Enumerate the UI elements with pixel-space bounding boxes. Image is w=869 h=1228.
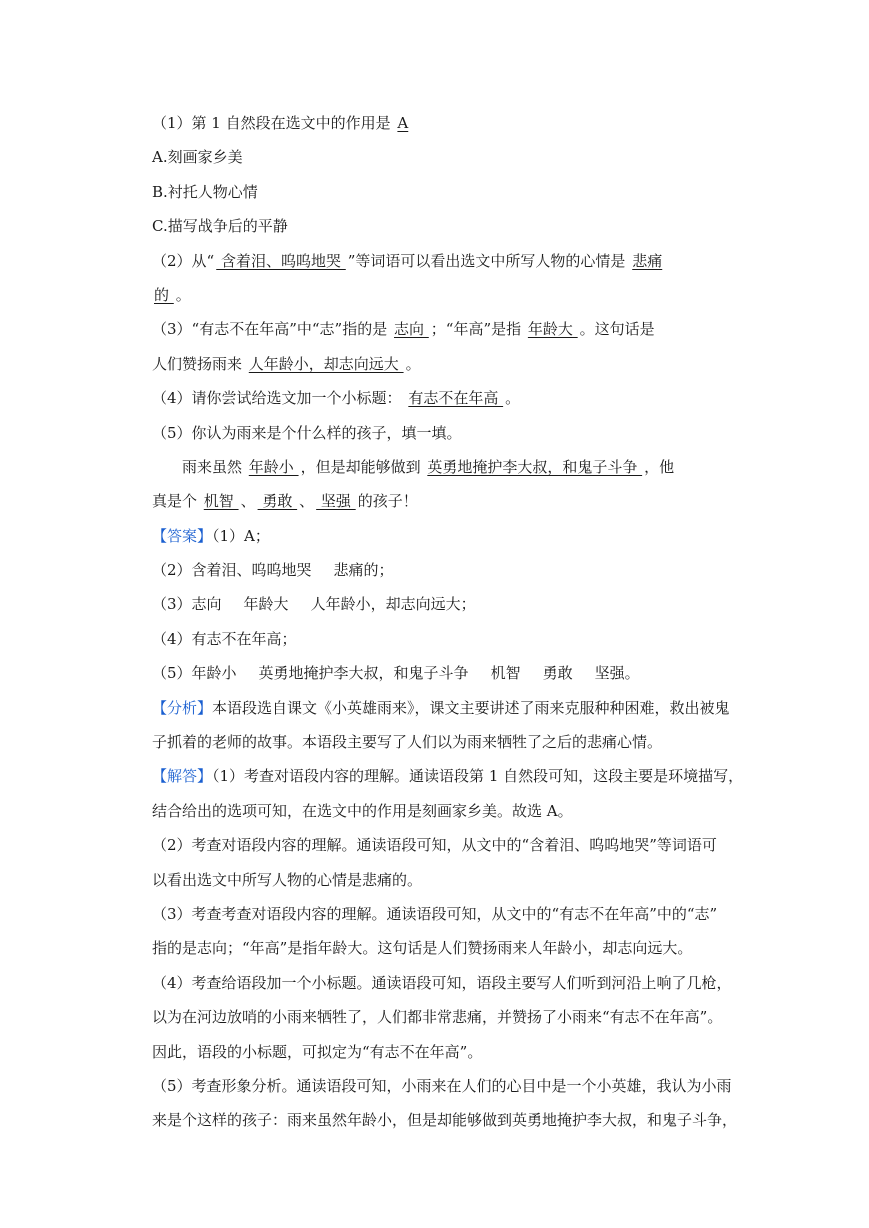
q5-sep-1: 、: [240, 492, 256, 511]
q3-blank-2: 年龄大: [527, 320, 578, 339]
solution-line: 结合给出的选项可知，在选文中的作用是刻画家乡美。故选 A。: [152, 801, 573, 820]
solution-line: （2）考查对语段内容的理解。通读语段可知，从文中的“含着泪、呜呜地哭”等词语可: [152, 836, 717, 855]
q4-line: [152, 381, 737, 415]
solution-line: （3）考查考查对语段内容的理解。通读语段可知，从文中的“有志不在年高”中的“志”: [152, 904, 718, 923]
solution-line: 以为在河边放哨的小雨来牺牲了，人们都非常悲痛，并赞扬了小雨来“有志不在年高”。: [152, 1008, 723, 1027]
q1-line: [152, 106, 737, 140]
q1-blank: A: [397, 114, 409, 132]
answer-item: 年龄大: [243, 595, 289, 614]
answer-item: 人年龄小，却志向远大；: [310, 595, 476, 614]
solution-line: （5）考查形象分析。通读语段可知，小雨来在人们的心目中是一个小英雄，我认为小雨: [152, 1076, 732, 1095]
q5-blank-3: 机智: [203, 492, 239, 511]
q5-text-a: 雨来虽然: [182, 457, 247, 476]
q3-blank-1: 志向: [394, 320, 429, 339]
analysis-line-1: [152, 691, 737, 725]
q5-title: （5）你认为雨来是个什么样的孩子，填一填。: [152, 423, 462, 442]
answer-item: 悲痛的；: [333, 561, 394, 580]
q5-blank-1: 年龄小: [248, 457, 299, 476]
solution-line: 因此，语段的小标题，可拟定为“有志不在年高”。: [152, 1042, 483, 1061]
q1-text: （1）第 1 自然段在选文中的作用是: [152, 114, 396, 132]
q3-text-a: （3）“有志不在年高”中“志”指的是: [152, 320, 392, 339]
answer-item: （5）年龄小: [152, 664, 237, 683]
q5-sep-2: 、: [299, 492, 315, 511]
solution-line: 指的是志向；“年高”是指年龄大。这句话是人们赞扬雨来人年龄小，却志向远大。: [152, 939, 693, 958]
q5-text-b: ，但是却能够做到: [300, 457, 426, 476]
answer-item: 机智: [490, 664, 521, 683]
q5-blank-2: 英勇地掩护李大叔，和鬼子斗争: [427, 457, 643, 476]
q5-blank-4: 勇敢: [257, 492, 298, 511]
q4-blank: 有志不在年高: [408, 389, 504, 408]
answer-item: （1）A；: [212, 526, 270, 545]
analysis-text: 本语段选自课文《小英雄雨来》，课文主要讲述了雨来克服种种困难，救出被鬼: [212, 698, 730, 717]
answer-line-3: [152, 587, 737, 621]
solution-line: 来是个这样的孩子：雨来虽然年龄小，但是却能够做到英勇地掩护李大叔，和鬼子斗争，: [152, 1111, 738, 1130]
solution-text: （1）考查对语段内容的理解。通读语段第 1 自然段可知，这段主要是环境描写，: [212, 767, 744, 786]
q2-blank-2-cont: 的: [154, 285, 174, 304]
q3-line-1: [152, 312, 737, 346]
q3-text-d: 人们赞扬雨来: [152, 354, 247, 373]
answer-line-5: [152, 656, 737, 690]
q1-option-c: C.描写战争后的平静: [152, 217, 288, 236]
analysis-line-2: 子抓着的老师的故事。本语段主要写了人们以为雨来牺牲了之后的悲痛心情。: [152, 733, 663, 752]
answer-tag: 【答案】: [152, 526, 213, 545]
q3-blank-3: 人年龄小，却志向远大: [248, 354, 404, 373]
q2-blank-1: 含着泪、呜呜地哭: [216, 251, 346, 270]
solution-line: （4）考查给语段加一个小标题。通读语段可知，语段主要写人们听到河沿上响了几枪，: [152, 973, 732, 992]
solution-line-1: [152, 759, 744, 793]
answer-line-1: [152, 519, 737, 553]
q2-text-end: 。: [175, 285, 191, 304]
q2-blank-2: 悲痛: [632, 251, 663, 270]
answer-item: 勇敢: [542, 664, 573, 683]
q5-blank-5: 坚强: [316, 492, 356, 511]
solution-tag: 【解答】: [152, 767, 213, 786]
q5-text-end: 的孩子！: [357, 492, 418, 511]
analysis-tag: 【分析】: [152, 698, 213, 717]
solution-line: 以看出选文中所写人物的心情是悲痛的。: [152, 870, 423, 889]
answer-item: （4）有志不在年高；: [152, 629, 297, 648]
q1-option-b: B.衬托人物心情: [152, 182, 258, 201]
q3-line-2: [152, 347, 737, 381]
answer-item: 英勇地掩护李大叔，和鬼子斗争: [258, 664, 469, 683]
q5-text-d: 真是个: [152, 492, 202, 511]
q2-line-1: [152, 244, 737, 278]
answer-item: （3）志向: [152, 595, 222, 614]
answer-item: （2）含着泪、呜呜地哭: [152, 561, 312, 580]
q5-text-c: ，他: [644, 457, 675, 476]
q2-line-2: [152, 278, 737, 312]
q5-line-2: [152, 484, 737, 518]
q2-text-a: （2）从“: [152, 251, 215, 270]
answer-item: 坚强。: [594, 664, 640, 683]
q4-text-end: 。: [505, 389, 521, 408]
q2-text-b: ”等词语可以看出选文中所写人物的心情是: [347, 251, 631, 270]
answer-line-2: [152, 553, 737, 587]
q1-option-a: A.刻画家乡美: [152, 148, 243, 167]
q5-line-1: [152, 450, 737, 484]
answer-line-4: [152, 622, 737, 656]
q3-text-b: ；“年高”是指: [430, 320, 526, 339]
document-page: [152, 106, 744, 1138]
q3-text-end: 。: [405, 354, 421, 373]
q4-text: （4）请你尝试给选文加一个小标题：: [152, 389, 407, 408]
q3-text-c: 。这句话是: [579, 320, 655, 339]
